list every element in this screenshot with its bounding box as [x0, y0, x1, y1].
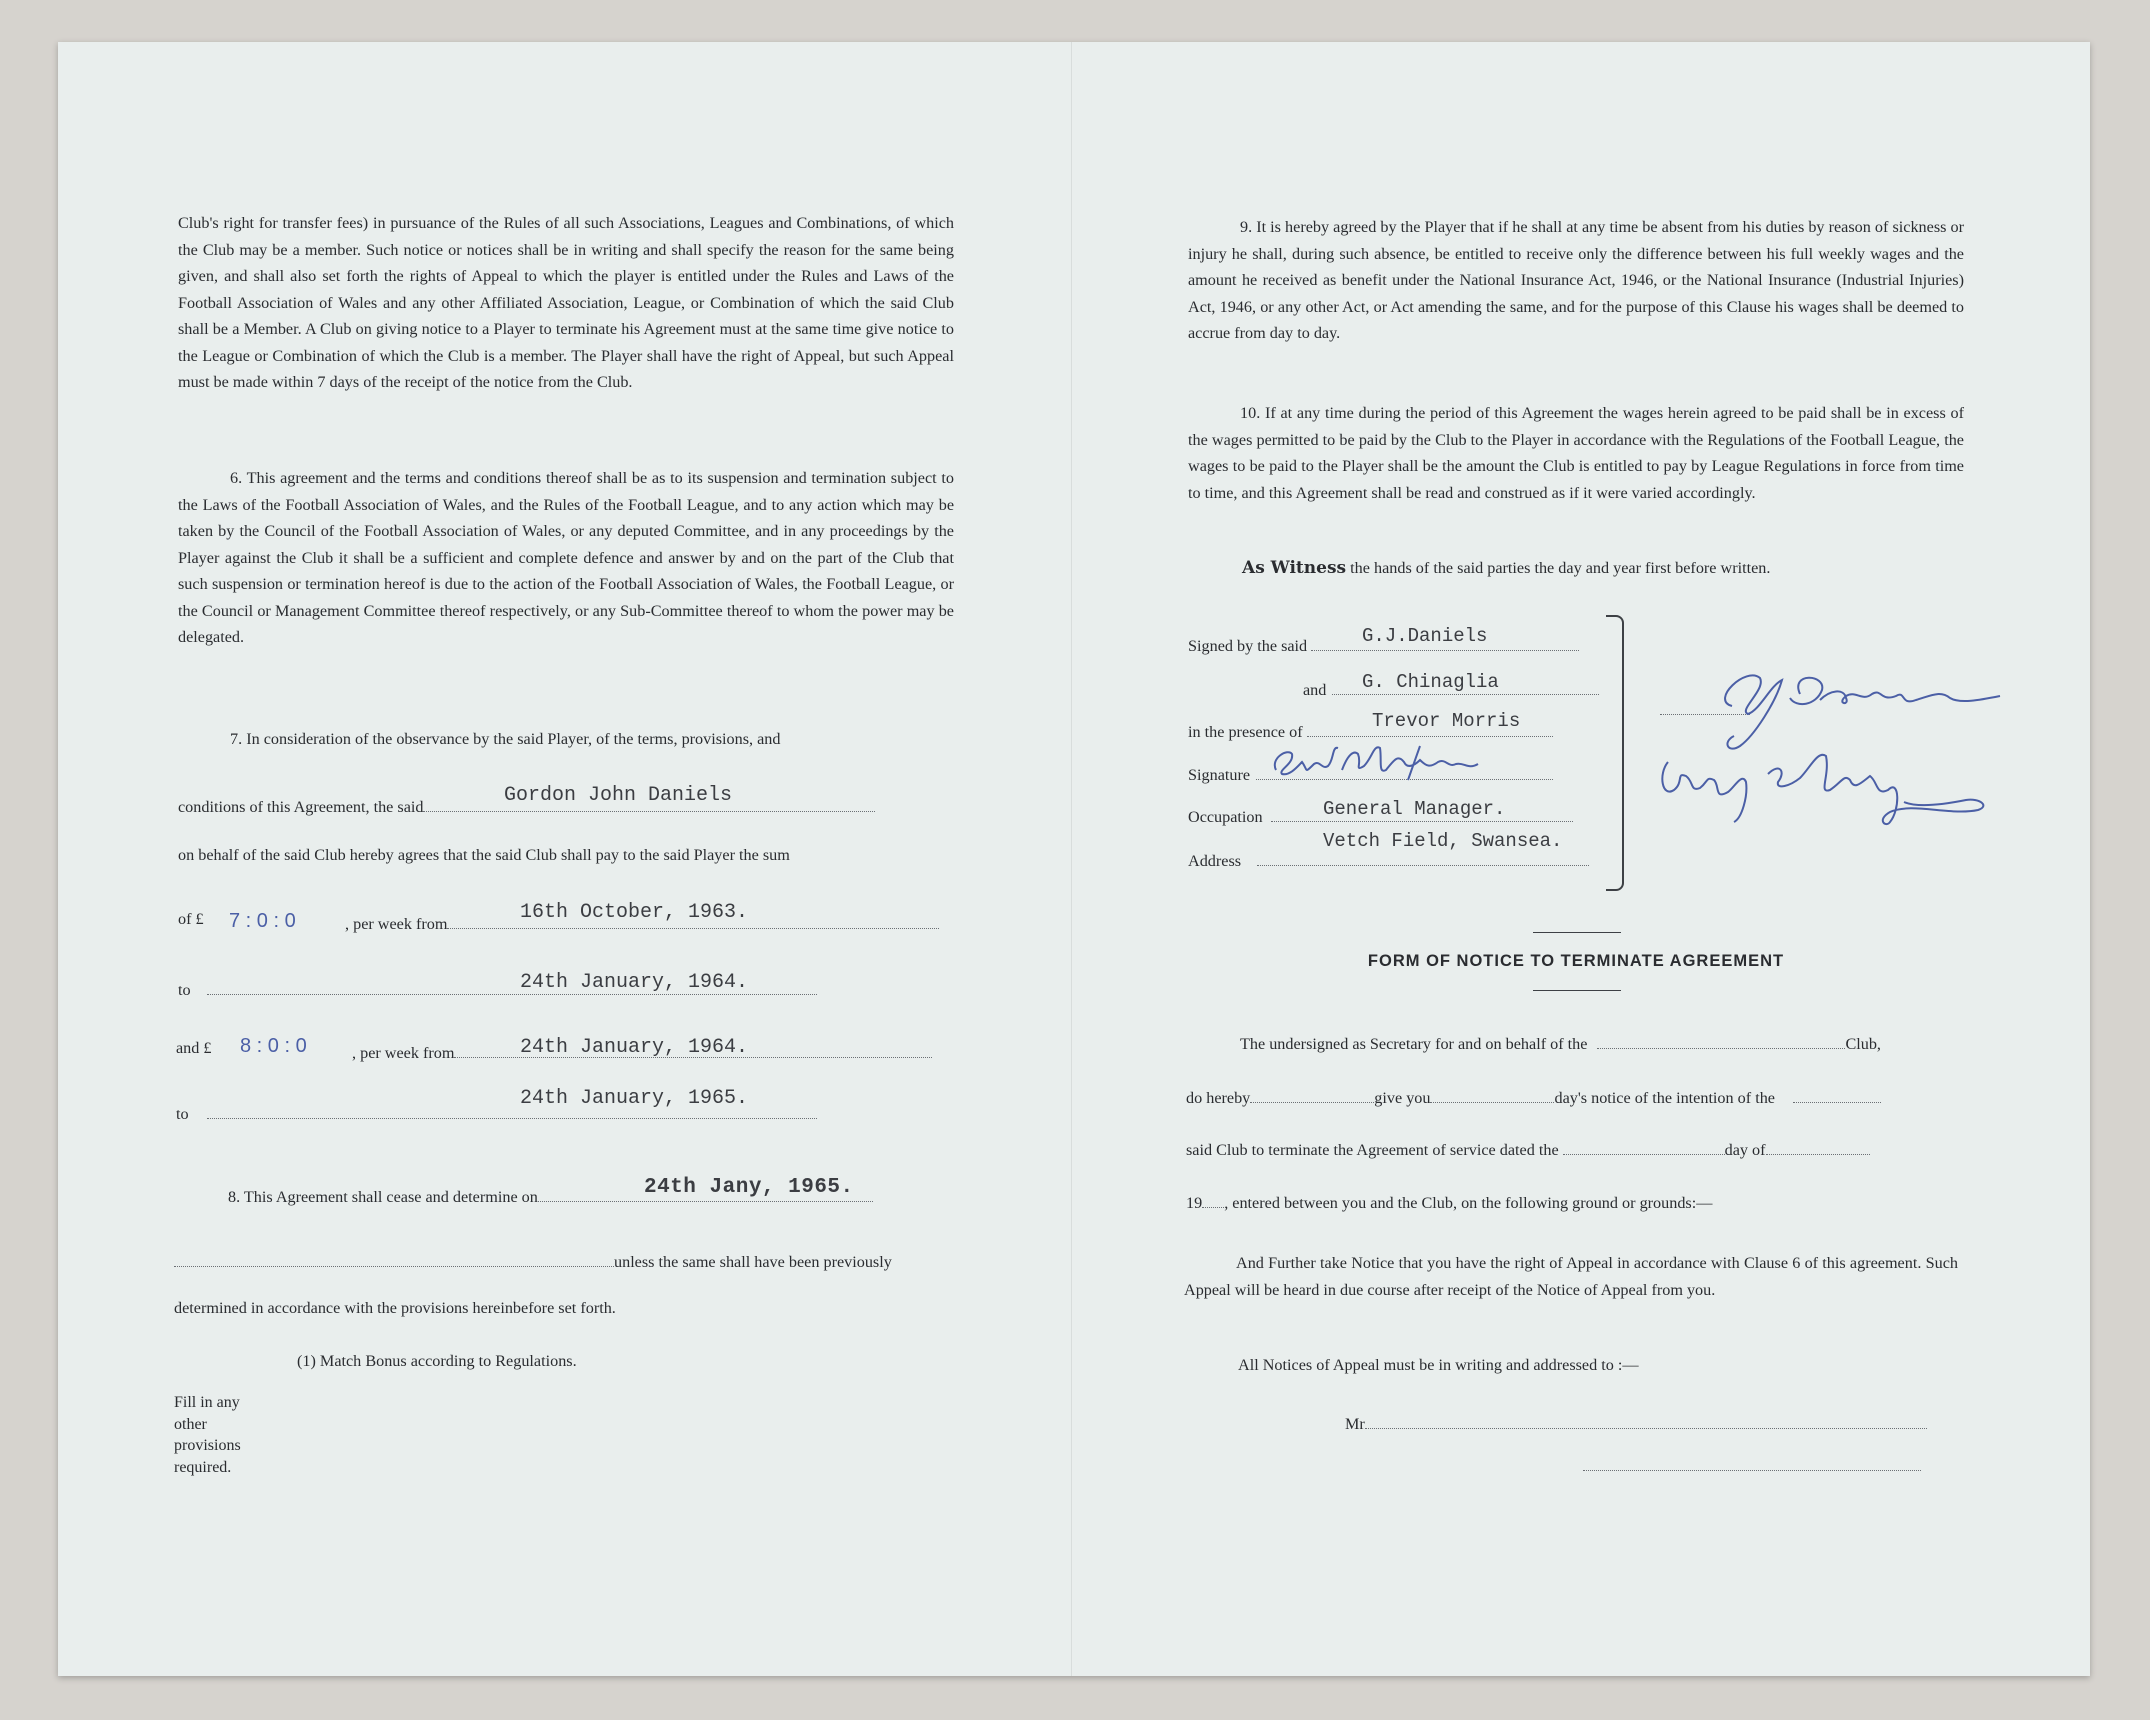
signature-label: Signature	[1188, 766, 1251, 784]
notice-line-4	[1186, 1189, 1712, 1213]
clause7-behalf: on behalf of the said Club hereby agrees that the said Club shall pay to the said Player the sum	[178, 846, 790, 864]
wage1-to-date: 24th January, 1964.	[520, 971, 749, 994]
notice-line-1	[1240, 1030, 1881, 1054]
per-week-from-label-2: , per week from	[352, 1044, 455, 1062]
club-label: Club,	[1845, 1035, 1881, 1053]
clause6-text: 6. This agreement and the terms and conditions thereof shall be as to its suspension and termination subject to the Laws of the Football Association of Wales, and the Rules of the Football League, and to any action which may be taken by the Council of the Football Association of Wales, or any deputed Committee, and in any proceedings by the Player against the Club it shall be a sufficient and complete defence and answer by and on the part of the Club that such suspension or termination hereof is due to the action of the Football Association of Wales, the Football League, or the Council or Management Committee thereof respectively, or any Sub-Committee thereof to whom the power may be delegated.	[178, 469, 954, 646]
club-representative-name: Gordon John Daniels	[504, 784, 733, 807]
unless-line	[174, 1248, 614, 1267]
wage2-row	[176, 1039, 212, 1058]
clause7-intro	[178, 726, 954, 753]
addressee-row	[1345, 1410, 1927, 1434]
heading-rule-top	[1533, 932, 1621, 933]
addressee-blank[interactable]	[1365, 1410, 1927, 1429]
address-label: Address	[1188, 852, 1242, 870]
appeal-notice-text: And Further take Notice that you have the right of Appeal in accordance with Clause 6 of this agreement. Such Appeal will be heard in due course after receipt of the Notice of Appeal from you.	[1184, 1254, 1958, 1299]
agreement-end-date: 24th Jany, 1965.	[644, 1176, 854, 1199]
mr-label: Mr	[1345, 1415, 1365, 1433]
clause10	[1188, 400, 1964, 506]
wage2-from-date: 24th January, 1964.	[520, 1036, 749, 1059]
occupation-value: General Manager.	[1323, 798, 1506, 820]
clause10-text: 10. If at any time during the period of this Agreement the wages herein agreed to be paid shall be in excess of the wages permitted to be paid by the Club to the Player in accordance with the Regulations of the Football League, the wages to be paid to the Player shall be the amount the Club is entitled to pay by League Regulations in force from time to time, and this Agreement shall be read and construed as if it were varied accordingly.	[1188, 404, 1964, 502]
per-week-from-label: , per week from	[345, 915, 448, 933]
give-you-label: give you	[1374, 1089, 1431, 1107]
notice-heading: FORM OF NOTICE TO TERMINATE AGREEMENT	[1367, 952, 1785, 970]
signature-bracket	[1606, 615, 1624, 891]
address-value: Vetch Field, Swansea.	[1323, 830, 1563, 852]
witness-signature-trevor-morris	[1268, 740, 1528, 786]
all-notices: All Notices of Appeal must be in writing and addressed to :—	[1238, 1356, 1639, 1374]
year-prefix: 19	[1186, 1194, 1203, 1212]
clause5-text: Club's right for transfer fees) in pursuance of the Rules of all such Associations, Leagues and Combinations, of which the Club may be a member. Such notice or notices shall be in writing and shall specify the reason for the same being given, and shall also set forth the rights of Appeal to which the player is entitled under the Rules and Laws of the Football Association of Wales and any other Affiliated Association, League, or Combination of which the said Club shall be a Member. A Club on giving notice to a Player to terminate his Agreement must at the same time give notice to the League or Combination of which the Club is a member. The Player shall have the right of Appeal, but such Appeal must be made within 7 days of the receipt of the notice from the Club.	[178, 214, 954, 391]
address-blank[interactable]	[1583, 1452, 1921, 1471]
occupation-label: Occupation	[1188, 808, 1263, 826]
signed-by-label: Signed by the said	[1188, 637, 1308, 655]
fill-in-note: Fill in any other provisions required.	[174, 1394, 241, 1476]
and-value: G. Chinaglia	[1362, 671, 1499, 693]
clause9-text: 9. It is hereby agreed by the Player that if he shall at any time be absent from his duties by reason of sickness or injury he shall, during such absence, be entitled to receive only the difference between his full weekly wages and the amount he received as benefit under the National Insurance Act, 1946, or the National Insurance (Industrial Injuries) Act, 1946, or any other Act, or Act amending the same, and for the purpose of this Clause his wages shall be deemed to accrue from day to day.	[1188, 218, 1964, 342]
player-and-club-signatures	[1650, 650, 2010, 840]
address-blank-row	[1583, 1452, 1921, 1476]
heading-rule-bottom	[1533, 990, 1621, 991]
unless-text: unless the same shall have been previously	[614, 1253, 892, 1271]
clause7-intro-text: 7. In consideration of the observance by the said Player, of the terms, provisions, and	[230, 730, 781, 748]
agreement-dated-label: said Club to terminate the Agreement of service dated the	[1186, 1141, 1559, 1159]
days-blank[interactable]	[1430, 1084, 1554, 1103]
and-pound-label: and £	[176, 1039, 212, 1057]
month-blank[interactable]	[1766, 1136, 1870, 1155]
page-fold	[1071, 42, 1073, 1676]
do-hereby-label: do hereby	[1186, 1089, 1251, 1107]
wage2-amount: 8 : 0 : 0	[240, 1035, 307, 1057]
wage1-from-date: 16th October, 1963.	[520, 901, 749, 924]
clause7-conditions-label: conditions of this Agreement, the said	[178, 798, 424, 816]
witness-heading: As Witness	[1242, 558, 1347, 578]
appeal-notice	[1184, 1250, 1958, 1303]
agreement-date-blank[interactable]	[1563, 1136, 1725, 1155]
wage1-row	[178, 910, 204, 929]
clause5-continuation	[178, 210, 954, 396]
notice-line-1-text: The undersigned as Secretary for and on behalf of the	[1240, 1035, 1588, 1053]
determined-text: determined in accordance with the provisions hereinbefore set forth.	[174, 1299, 616, 1317]
witness-text: the hands of the said parties the day and year first before written.	[1346, 559, 1771, 577]
day-of-label: day of	[1724, 1141, 1766, 1159]
and-label: and	[1303, 681, 1327, 699]
wage2-to-date: 24th January, 1965.	[520, 1087, 749, 1110]
year-blank[interactable]	[1202, 1189, 1224, 1208]
to-label-2: to	[176, 1105, 189, 1123]
notice-intention-label: day's notice of the intention of the	[1554, 1089, 1775, 1107]
notice-line-2	[1186, 1084, 1881, 1108]
clause9	[1188, 214, 1964, 347]
clause8-label: 8. This Agreement shall cease and determine on	[228, 1188, 538, 1206]
clause6	[178, 465, 954, 651]
match-bonus: (1) Match Bonus according to Regulations.	[297, 1352, 577, 1370]
wage1-amount: 7 : 0 : 0	[229, 910, 296, 932]
hereby-blank[interactable]	[1250, 1084, 1374, 1103]
intention-blank[interactable]	[1793, 1084, 1881, 1103]
unless-row	[174, 1248, 892, 1272]
to-label: to	[178, 981, 191, 999]
notice-line-3	[1186, 1136, 1870, 1160]
signed-by-value: G.J.Daniels	[1362, 625, 1488, 647]
presence-label: in the presence of	[1188, 723, 1303, 741]
of-pound-label: of £	[178, 910, 204, 928]
club-name-blank[interactable]	[1597, 1030, 1845, 1049]
witness-line	[1242, 558, 1770, 578]
grounds-text: , entered between you and the Club, on the following ground or grounds:—	[1224, 1194, 1713, 1212]
presence-value: Trevor Morris	[1372, 710, 1521, 732]
